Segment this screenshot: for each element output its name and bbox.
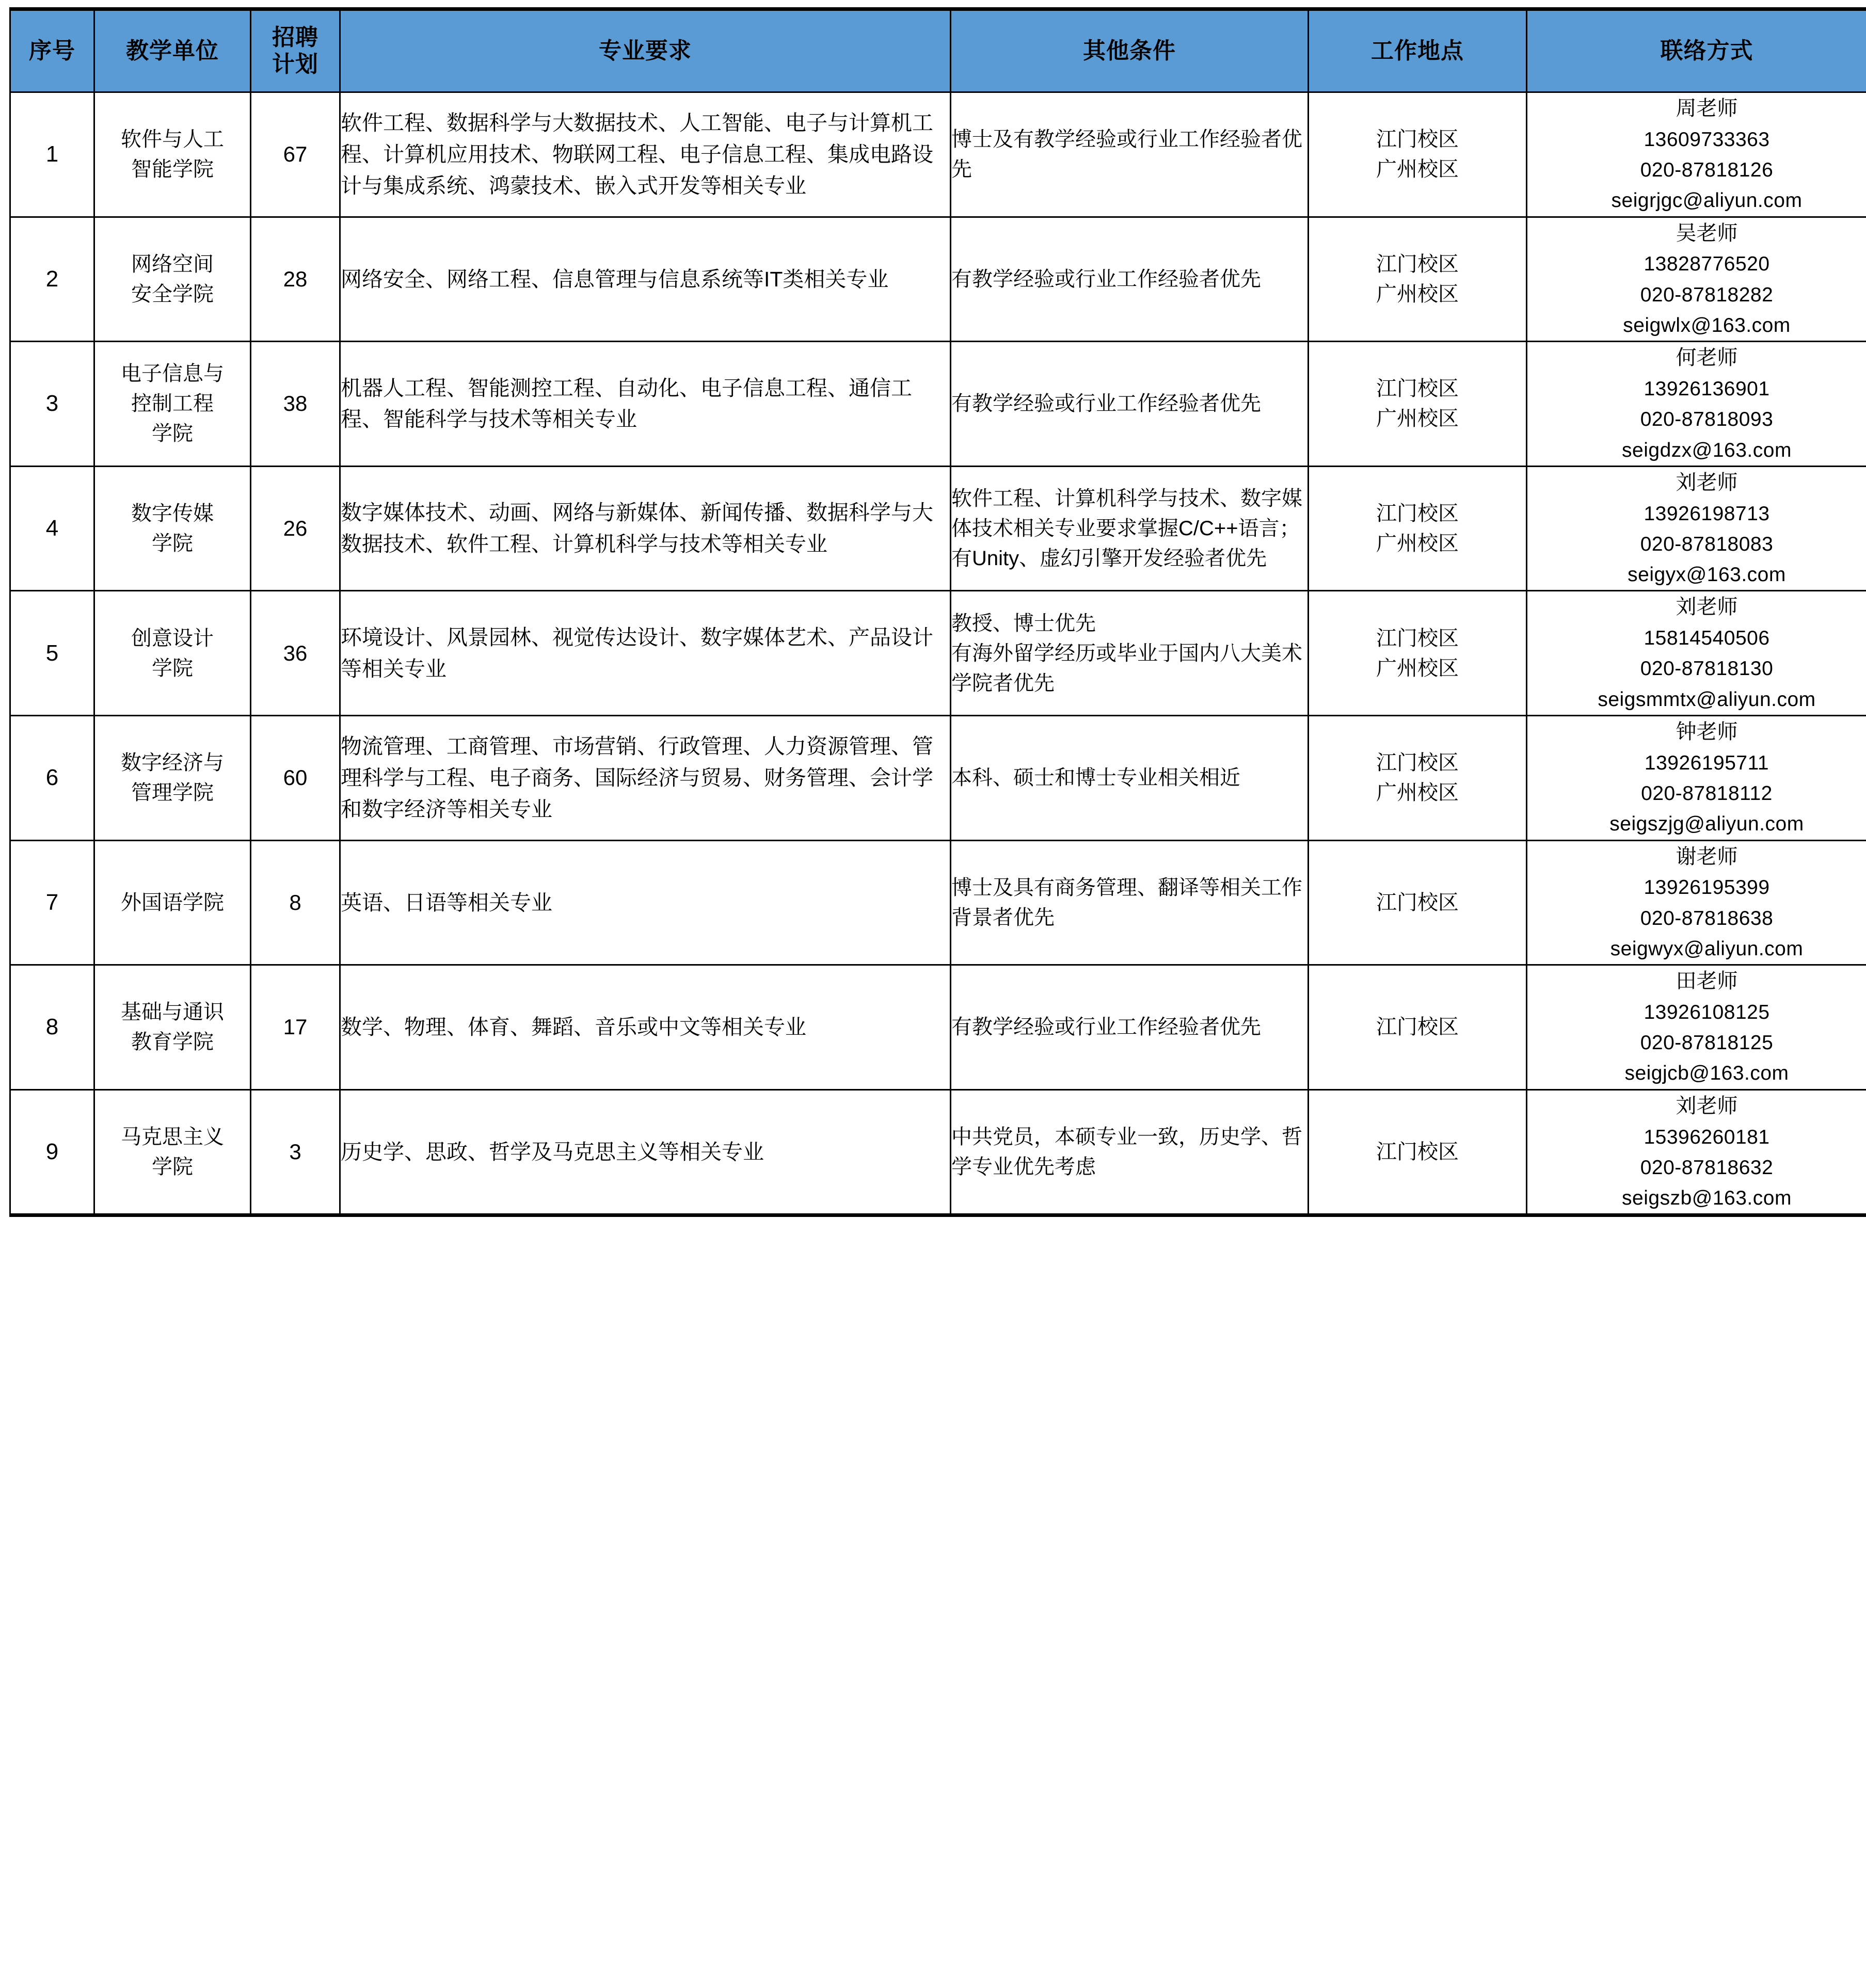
contact-mobile: 13926136901 bbox=[1644, 377, 1770, 400]
cell-contact bbox=[1527, 342, 1866, 467]
column-header-unit: 教学单位 bbox=[94, 9, 251, 92]
cell-contact bbox=[1527, 217, 1866, 342]
cell-major: 网络安全、网络工程、信息管理与信息系统等IT类相关专业 bbox=[340, 217, 951, 342]
contact-mobile: 13926108125 bbox=[1644, 1001, 1770, 1023]
contact-email: seigszjg@aliyun.com bbox=[1609, 813, 1804, 836]
cell-location bbox=[1309, 715, 1527, 840]
contact-phone: 020-87818083 bbox=[1640, 533, 1774, 555]
cell-major: 物流管理、工商管理、市场营销、行政管理、人力资源管理、管理科学与工程、电子商务、国际经济与贸易、财务管理、会计学和数字经济等相关专业 bbox=[340, 715, 951, 840]
recruitment-table bbox=[9, 7, 1866, 1217]
contact-email: seigdzx@163.com bbox=[1622, 439, 1792, 461]
table-row bbox=[10, 840, 1866, 965]
cell-unit bbox=[94, 217, 251, 342]
cell-location bbox=[1309, 591, 1527, 716]
contact-mobile: 13609733363 bbox=[1644, 128, 1770, 151]
contact-email: seigrjgc@aliyun.com bbox=[1611, 189, 1803, 212]
cell-other bbox=[951, 92, 1309, 217]
cell-seq: 1 bbox=[10, 92, 94, 217]
cell-other-line: 有教学经验或行业工作经验者优先 bbox=[951, 1016, 1261, 1039]
column-header-contact: 联络方式 bbox=[1527, 9, 1866, 92]
cell-contact bbox=[1527, 965, 1866, 1090]
cell-plan: 17 bbox=[251, 965, 340, 1090]
column-header-major: 专业要求 bbox=[340, 9, 951, 92]
cell-unit bbox=[94, 1089, 251, 1215]
cell-contact bbox=[1527, 840, 1866, 965]
cell-location-location_line1: 江门校区 bbox=[1376, 627, 1459, 650]
header-row bbox=[10, 9, 1866, 92]
cell-unit-unit_line1: 基础与通识 bbox=[121, 1001, 224, 1024]
cell-unit-unit_line2: 控制工程 bbox=[131, 392, 214, 415]
cell-contact bbox=[1527, 591, 1866, 716]
cell-unit bbox=[94, 591, 251, 716]
cell-location-location_line1: 江门校区 bbox=[1376, 751, 1459, 775]
cell-location-location_line1: 江门校区 bbox=[1376, 502, 1459, 525]
cell-plan: 38 bbox=[251, 342, 340, 467]
contact-name: 刘老师 bbox=[1676, 596, 1738, 619]
cell-location-location_line2: 广州校区 bbox=[1376, 781, 1459, 805]
cell-location-location_line1: 江门校区 bbox=[1376, 1016, 1459, 1039]
table-row bbox=[10, 92, 1866, 217]
cell-other-line: 有教学经验或行业工作经验者优先 bbox=[951, 267, 1261, 291]
column-header-other: 其他条件 bbox=[951, 9, 1309, 92]
cell-major: 环境设计、风景园林、视觉传达设计、数字媒体艺术、产品设计等相关专业 bbox=[340, 591, 951, 716]
cell-plan: 28 bbox=[251, 217, 340, 342]
cell-location bbox=[1309, 342, 1527, 467]
column-header-plan-line2: 计划 bbox=[272, 52, 318, 77]
cell-other bbox=[951, 217, 1309, 342]
table-row bbox=[10, 715, 1866, 840]
contact-phone: 020-87818125 bbox=[1640, 1032, 1774, 1054]
cell-major: 数字媒体技术、动画、网络与新媒体、新闻传播、数据科学与大数据技术、软件工程、计算机科学与技术等相关专业 bbox=[340, 466, 951, 591]
column-header-location: 工作地点 bbox=[1309, 9, 1527, 92]
cell-unit bbox=[94, 466, 251, 591]
contact-phone: 020-87818093 bbox=[1640, 408, 1774, 431]
cell-seq: 8 bbox=[10, 965, 94, 1090]
cell-other-line: 有海外留学经历或毕业于国内八大美术学院者优先 bbox=[951, 642, 1302, 695]
cell-other-line: 有教学经验或行业工作经验者优先 bbox=[951, 392, 1261, 415]
cell-other bbox=[951, 342, 1309, 467]
cell-unit-unit_line1: 软件与人工 bbox=[121, 128, 224, 151]
cell-location-location_line1: 江门校区 bbox=[1376, 891, 1459, 914]
contact-mobile: 13926195711 bbox=[1644, 751, 1769, 774]
contact-name: 吴老师 bbox=[1676, 221, 1738, 245]
cell-location bbox=[1309, 466, 1527, 591]
table-row bbox=[10, 342, 1866, 467]
cell-location-location_line2: 广州校区 bbox=[1376, 407, 1459, 430]
cell-contact bbox=[1527, 92, 1866, 217]
contact-phone: 020-87818282 bbox=[1640, 283, 1774, 306]
cell-location-location_line2: 广州校区 bbox=[1376, 158, 1459, 181]
contact-email: seigsmmtx@aliyun.com bbox=[1598, 688, 1816, 711]
contact-name: 田老师 bbox=[1676, 970, 1738, 993]
cell-location-location_line1: 江门校区 bbox=[1376, 1141, 1459, 1164]
cell-plan: 8 bbox=[251, 840, 340, 965]
contact-name: 刘老师 bbox=[1676, 471, 1738, 494]
cell-seq: 2 bbox=[10, 217, 94, 342]
cell-unit bbox=[94, 715, 251, 840]
contact-mobile: 13828776520 bbox=[1644, 253, 1770, 276]
table-row bbox=[10, 965, 1866, 1090]
cell-other-line: 教授、博士优先 bbox=[951, 612, 1096, 635]
cell-other bbox=[951, 715, 1309, 840]
cell-other bbox=[951, 840, 1309, 965]
contact-name: 何老师 bbox=[1676, 346, 1738, 370]
contact-phone: 020-87818112 bbox=[1641, 782, 1773, 805]
cell-unit-unit_line1: 创意设计 bbox=[131, 627, 214, 650]
cell-unit-unit_line2: 学院 bbox=[152, 532, 193, 555]
contact-mobile: 13926198713 bbox=[1644, 502, 1770, 525]
cell-location bbox=[1309, 1089, 1527, 1215]
cell-other-line: 本科、硕士和博士专业相关相近 bbox=[951, 766, 1240, 790]
cell-unit bbox=[94, 342, 251, 467]
cell-unit bbox=[94, 965, 251, 1090]
cell-seq: 6 bbox=[10, 715, 94, 840]
contact-mobile: 13926195399 bbox=[1644, 876, 1770, 899]
cell-seq: 7 bbox=[10, 840, 94, 965]
cell-unit bbox=[94, 840, 251, 965]
contact-name: 刘老师 bbox=[1676, 1094, 1738, 1117]
cell-contact bbox=[1527, 1089, 1866, 1215]
cell-unit-unit_line3: 学院 bbox=[152, 422, 193, 445]
table-row bbox=[10, 591, 1866, 716]
cell-other-line: 博士及有教学经验或行业工作经验者优先 bbox=[951, 128, 1302, 181]
cell-major: 英语、日语等相关专业 bbox=[340, 840, 951, 965]
table-row bbox=[10, 466, 1866, 591]
contact-name: 钟老师 bbox=[1676, 720, 1738, 743]
cell-major: 软件工程、数据科学与大数据技术、人工智能、电子与计算机工程、计算机应用技术、物联网工程、电子信息工程、集成电路设计与集成系统、鸿蒙技术、嵌入式开发等相关专业 bbox=[340, 92, 951, 217]
cell-other bbox=[951, 466, 1309, 591]
cell-unit-unit_line1: 电子信息与 bbox=[121, 362, 224, 386]
cell-other-line: 中共党员，本硕专业一致，历史学、哲学专业优先考虑 bbox=[951, 1126, 1302, 1179]
cell-unit-unit_line2: 智能学院 bbox=[131, 158, 214, 181]
cell-plan: 36 bbox=[251, 591, 340, 716]
cell-location-location_line1: 江门校区 bbox=[1376, 128, 1459, 151]
cell-unit-unit_line1: 数字经济与 bbox=[121, 751, 224, 775]
column-header-plan bbox=[251, 9, 340, 92]
contact-name: 周老师 bbox=[1676, 97, 1738, 120]
cell-unit-unit_line2: 安全学院 bbox=[131, 282, 214, 306]
contact-phone: 020-87818126 bbox=[1640, 159, 1774, 182]
cell-unit-unit_line1: 网络空间 bbox=[131, 252, 214, 276]
table-body bbox=[10, 92, 1866, 1215]
cell-plan: 3 bbox=[251, 1089, 340, 1215]
cell-location bbox=[1309, 840, 1527, 965]
cell-unit-unit_line2: 学院 bbox=[152, 656, 193, 680]
cell-contact bbox=[1527, 466, 1866, 591]
cell-major: 机器人工程、智能测控工程、自动化、电子信息工程、通信工程、智能科学与技术等相关专业 bbox=[340, 342, 951, 467]
cell-other-line: 软件工程、计算机科学与技术、数字媒体技术相关专业要求掌握C/C++语言；有Unity、虚幻引擎开发经验者优先 bbox=[951, 487, 1302, 570]
contact-mobile: 15814540506 bbox=[1644, 627, 1770, 650]
contact-email: seigyx@163.com bbox=[1628, 564, 1786, 586]
cell-other bbox=[951, 965, 1309, 1090]
cell-seq: 5 bbox=[10, 591, 94, 716]
cell-location bbox=[1309, 965, 1527, 1090]
cell-other-line: 博士及具有商务管理、翻译等相关工作背景者优先 bbox=[951, 876, 1302, 929]
cell-unit-unit_line1: 马克思主义 bbox=[121, 1126, 224, 1149]
cell-contact bbox=[1527, 715, 1866, 840]
contact-phone: 020-87818632 bbox=[1640, 1156, 1774, 1179]
cell-location-location_line1: 江门校区 bbox=[1376, 377, 1459, 400]
cell-seq: 3 bbox=[10, 342, 94, 467]
cell-location-location_line1: 江门校区 bbox=[1376, 252, 1459, 276]
cell-unit-unit_line1: 外国语学院 bbox=[121, 891, 224, 914]
column-header-plan-line1: 招聘 bbox=[272, 25, 318, 51]
contact-email: seigwlx@163.com bbox=[1623, 314, 1791, 336]
cell-other bbox=[951, 591, 1309, 716]
table-header bbox=[10, 9, 1866, 92]
contact-mobile: 15396260181 bbox=[1644, 1126, 1770, 1148]
contact-phone: 020-87818130 bbox=[1640, 658, 1774, 680]
table-row bbox=[10, 1089, 1866, 1215]
column-header-seq: 序号 bbox=[10, 9, 94, 92]
contact-name: 谢老师 bbox=[1676, 845, 1738, 868]
cell-other bbox=[951, 1089, 1309, 1215]
cell-seq: 9 bbox=[10, 1089, 94, 1215]
cell-location bbox=[1309, 217, 1527, 342]
contact-phone: 020-87818638 bbox=[1640, 907, 1774, 929]
cell-location-location_line2: 广州校区 bbox=[1376, 656, 1459, 680]
cell-plan: 26 bbox=[251, 466, 340, 591]
cell-unit-unit_line2: 学院 bbox=[152, 1156, 193, 1179]
cell-unit bbox=[94, 92, 251, 217]
contact-email: seigjcb@163.com bbox=[1624, 1062, 1789, 1085]
cell-major: 历史学、思政、哲学及马克思主义等相关专业 bbox=[340, 1089, 951, 1215]
cell-unit-unit_line1: 数字传媒 bbox=[131, 502, 214, 525]
cell-location-location_line2: 广州校区 bbox=[1376, 532, 1459, 555]
table-row bbox=[10, 217, 1866, 342]
contact-email: seigwyx@aliyun.com bbox=[1610, 937, 1804, 960]
cell-major: 数学、物理、体育、舞蹈、音乐或中文等相关专业 bbox=[340, 965, 951, 1090]
cell-plan: 60 bbox=[251, 715, 340, 840]
cell-plan: 67 bbox=[251, 92, 340, 217]
cell-location bbox=[1309, 92, 1527, 217]
cell-location-location_line2: 广州校区 bbox=[1376, 282, 1459, 306]
cell-seq: 4 bbox=[10, 466, 94, 591]
contact-email: seigszb@163.com bbox=[1622, 1187, 1792, 1210]
cell-unit-unit_line2: 管理学院 bbox=[131, 781, 214, 805]
cell-unit-unit_line2: 教育学院 bbox=[131, 1031, 214, 1054]
